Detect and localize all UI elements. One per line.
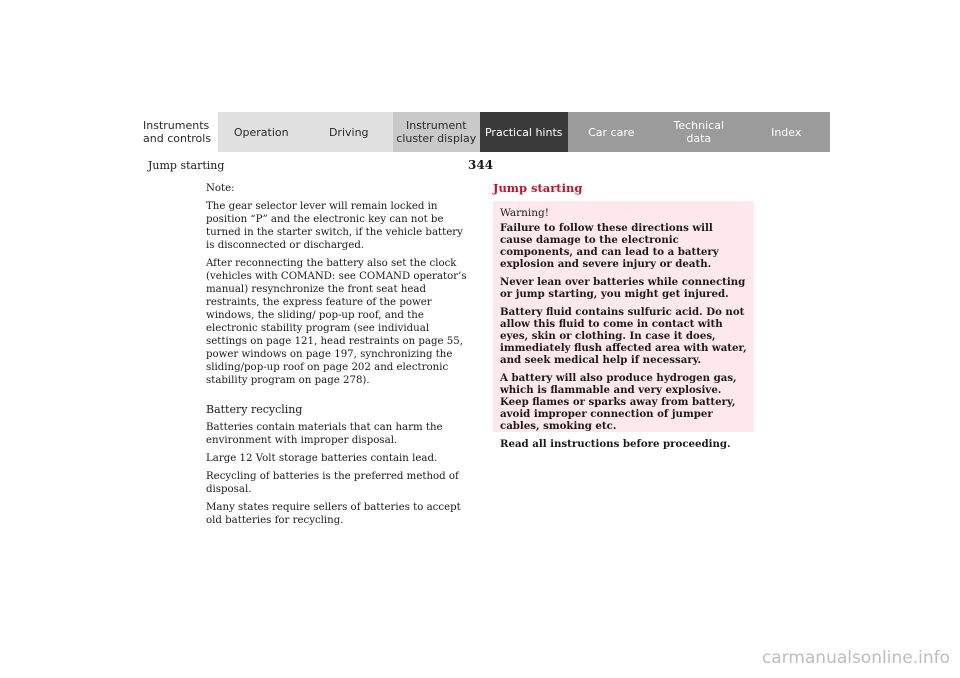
warning-paragraph: A battery will also produce hydrogen gas, which is flammable and very explosive. Keep flames or sparks away from battery, avoid improper connection of jumper cables, smoking etc. bbox=[500, 372, 737, 432]
recycling-paragraph: Batteries contain materials that can harm the environment with improper disposal. bbox=[206, 422, 443, 446]
running-head: Jump starting bbox=[148, 159, 225, 172]
tab-instruments-and-controls[interactable]: Instruments and controls bbox=[130, 112, 218, 152]
recycling-heading: Battery recycling bbox=[206, 403, 303, 416]
section-tabs bbox=[130, 112, 830, 152]
warning-label: Warning! bbox=[500, 207, 549, 219]
tab-instrument-cluster-display[interactable]: Instrument cluster display bbox=[393, 112, 481, 152]
reconnect-text: After reconnecting the battery also set the clock (vehicles with COMAND: see COMAND operator’s manual) resynchronize the front seat head restraints, the express feature of the power windows, the sliding/ pop-up roof, and the electronic stability program (see individual settings on page 121, head restraints on page 55, power windows on page 197, synchronizing the sliding/pop-up roof on page 202 and electronic stability program on page 278). bbox=[206, 258, 467, 386]
left-column bbox=[206, 182, 468, 532]
warning-paragraph: Read all instructions before proceeding. bbox=[500, 438, 731, 450]
note-text: The gear selector lever will remain locked in position “P” and the electronic key can not be turned in the starter switch, if the vehicle battery is disconnected or discharged. bbox=[206, 201, 463, 251]
recycling-paragraph: Recycling of batteries is the preferred method of disposal. bbox=[206, 471, 459, 495]
tab-operation[interactable]: Operation bbox=[218, 112, 306, 152]
tab-practical-hints[interactable]: Practical hints bbox=[480, 112, 568, 152]
warning-box bbox=[493, 201, 754, 450]
tab-car-care[interactable]: Car care bbox=[568, 112, 656, 152]
warning-paragraph: Battery fluid contains sulfuric acid. Do not allow this fluid to come in contact with eyes, skin or clothing. In case it does, immediately flush affected area with water, and seek medical help if necessary. bbox=[500, 306, 747, 366]
recycling-paragraph: Many states require sellers of batteries to accept old batteries for recycling. bbox=[206, 502, 461, 526]
page-number: 344 bbox=[468, 158, 494, 172]
recycling-paragraph: Large 12 Volt storage batteries contain lead. bbox=[206, 453, 438, 464]
warning-paragraph: Never lean over batteries while connecting or jump starting, you might get injured. bbox=[500, 276, 746, 300]
section-title: Jump starting bbox=[493, 181, 583, 195]
tab-driving[interactable]: Driving bbox=[305, 112, 393, 152]
watermark: carmanualsonline.info bbox=[761, 648, 950, 668]
note-label: Note: bbox=[206, 183, 235, 194]
warning-paragraph: Failure to follow these directions will cause damage to the electronic components, and can lead to a battery explosion and severe injury or death. bbox=[500, 222, 719, 270]
tab-index[interactable]: Index bbox=[743, 112, 831, 152]
tab-technical-data[interactable]: Technical data bbox=[655, 112, 743, 152]
